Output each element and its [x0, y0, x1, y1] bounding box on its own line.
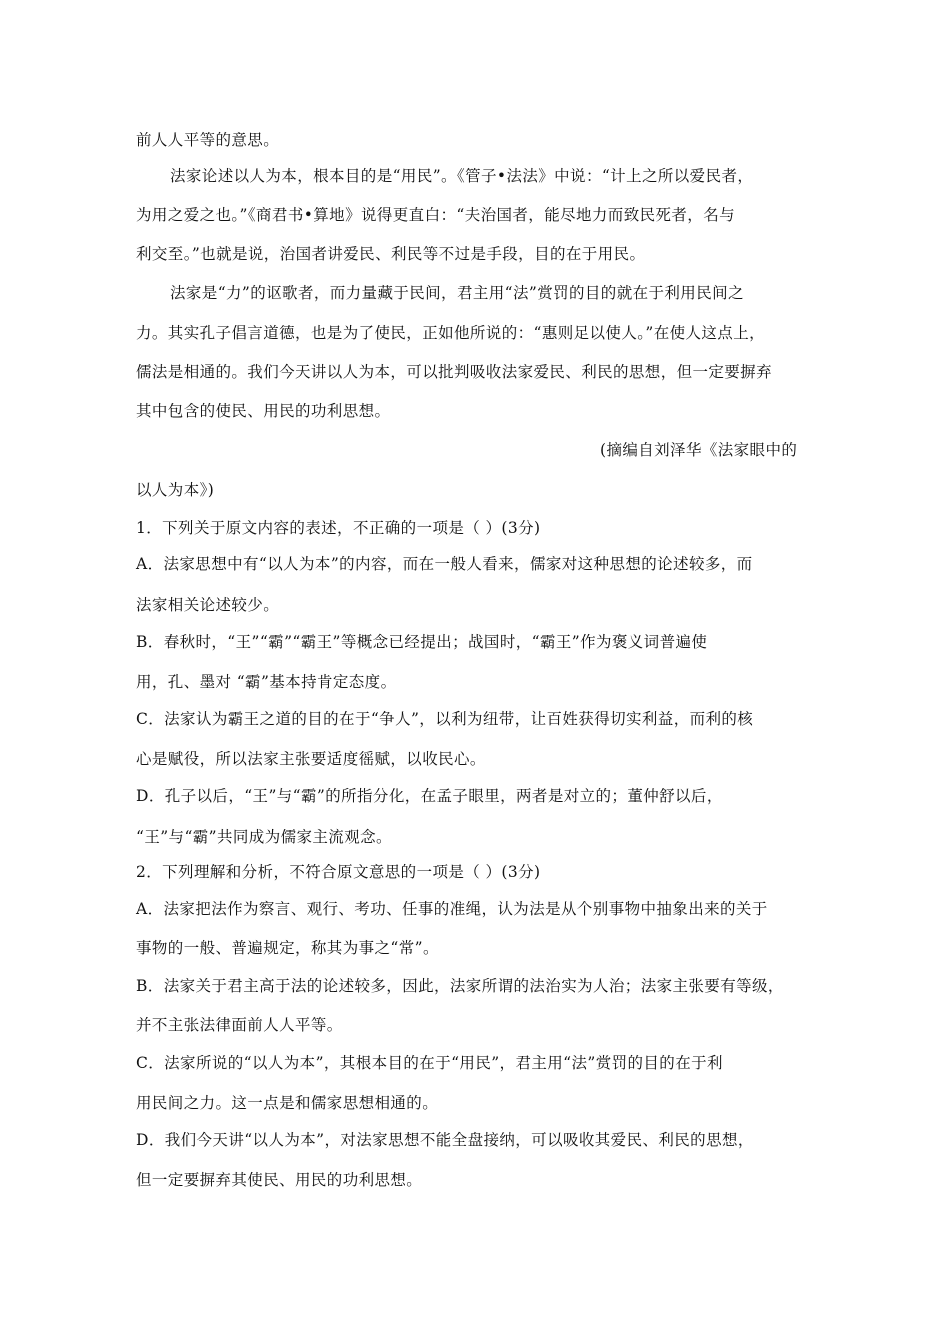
option-1c-cont: 心是赋役，所以法家主张要适度徭赋，以收民心。 — [136, 750, 486, 768]
option-2b: B．法家关于君主高于法的论述较多，因此，法家所谓的法治实为人治；法家主张要有等级， — [136, 977, 784, 995]
text-line: 为用之爱之也。”《商君书•算地》说得更直白：“夫治国者，能尽地力而致民死者，名与 — [136, 206, 735, 224]
option-2c: C．法家所说的“以人为本”，其根本目的在于“用民”，君主用“法”赏罚的目的在于利 — [136, 1054, 723, 1072]
option-2c-cont: 用民间之力。这一点是和儒家思想相通的。 — [136, 1094, 439, 1112]
option-1a: A．法家思想中有“以人为本”的内容，而在一般人看来，儒家对这种思想的论述较多，而 — [136, 555, 753, 573]
option-1d: D．孔子以后，“王”与“霸”的所指分化，在孟子眼里，两者是对立的；董仲舒以后， — [136, 787, 723, 805]
question-2: 2．下列理解和分析，不符合原文意思的一项是（ ）(3分) — [136, 863, 541, 881]
source-citation: (摘编自刘泽华《法家眼中的 — [600, 441, 798, 459]
text-line: 其中包含的使民、用民的功利思想。 — [136, 402, 391, 420]
option-1c: C．法家认为霸王之道的目的在于“争人”，以利为纽带，让百姓获得切实利益，而利的核 — [136, 710, 754, 728]
option-1d-cont: “王”与“霸”共同成为儒家主流观念。 — [136, 828, 392, 846]
text-line: 儒法是相通的。我们今天讲以人为本，可以批判吸收法家爱民、利民的思想，但一定要摒弃 — [136, 363, 773, 381]
paragraph-start: 法家论述以人为本，根本目的是“用民”。《管子•法法》中说：“计上之所以爱民者， — [170, 167, 754, 185]
option-1b-cont: 用，孔、墨对 “霸”基本持肯定态度。 — [136, 673, 397, 691]
question-1: 1．下列关于原文内容的表述，不正确的一项是（ ）(3分) — [136, 519, 541, 537]
option-1b: B．春秋时，“王”“霸”“霸王”等概念已经提出；战国时，“霸王”作为褒义词普遍使 — [136, 633, 708, 651]
option-2d-cont: 但一定要摒弃其使民、用民的功利思想。 — [136, 1171, 423, 1189]
source-citation-cont: 以人为本》) — [136, 481, 215, 499]
option-2a: A．法家把法作为察言、观行、考功、任事的准绳，认为法是从个别事物中抽象出来的关于 — [136, 900, 768, 918]
text-line: 前人人平等的意思。 — [136, 131, 280, 149]
option-2d: D．我们今天讲“以人为本”，对法家思想不能全盘接纳，可以吸收其爱民、利民的思想， — [136, 1131, 754, 1149]
text-line: 力。其实孔子倡言道德，也是为了使民，正如他所说的：“惠则足以使人。”在使人这点上， — [136, 324, 766, 342]
option-2b-cont: 并不主张法律面前人人平等。 — [136, 1016, 343, 1034]
text-line: 利交至。”也就是说，治国者讲爱民、利民等不过是手段，目的在于用民。 — [136, 245, 646, 263]
paragraph-start: 法家是“力”的讴歌者，而力量藏于民间，君主用“法”赏罚的目的就在于利用民间之 — [170, 284, 744, 302]
option-2a-cont: 事物的一般、普遍规定，称其为事之“常”。 — [136, 939, 439, 957]
option-1a-cont: 法家相关论述较少。 — [136, 596, 280, 614]
